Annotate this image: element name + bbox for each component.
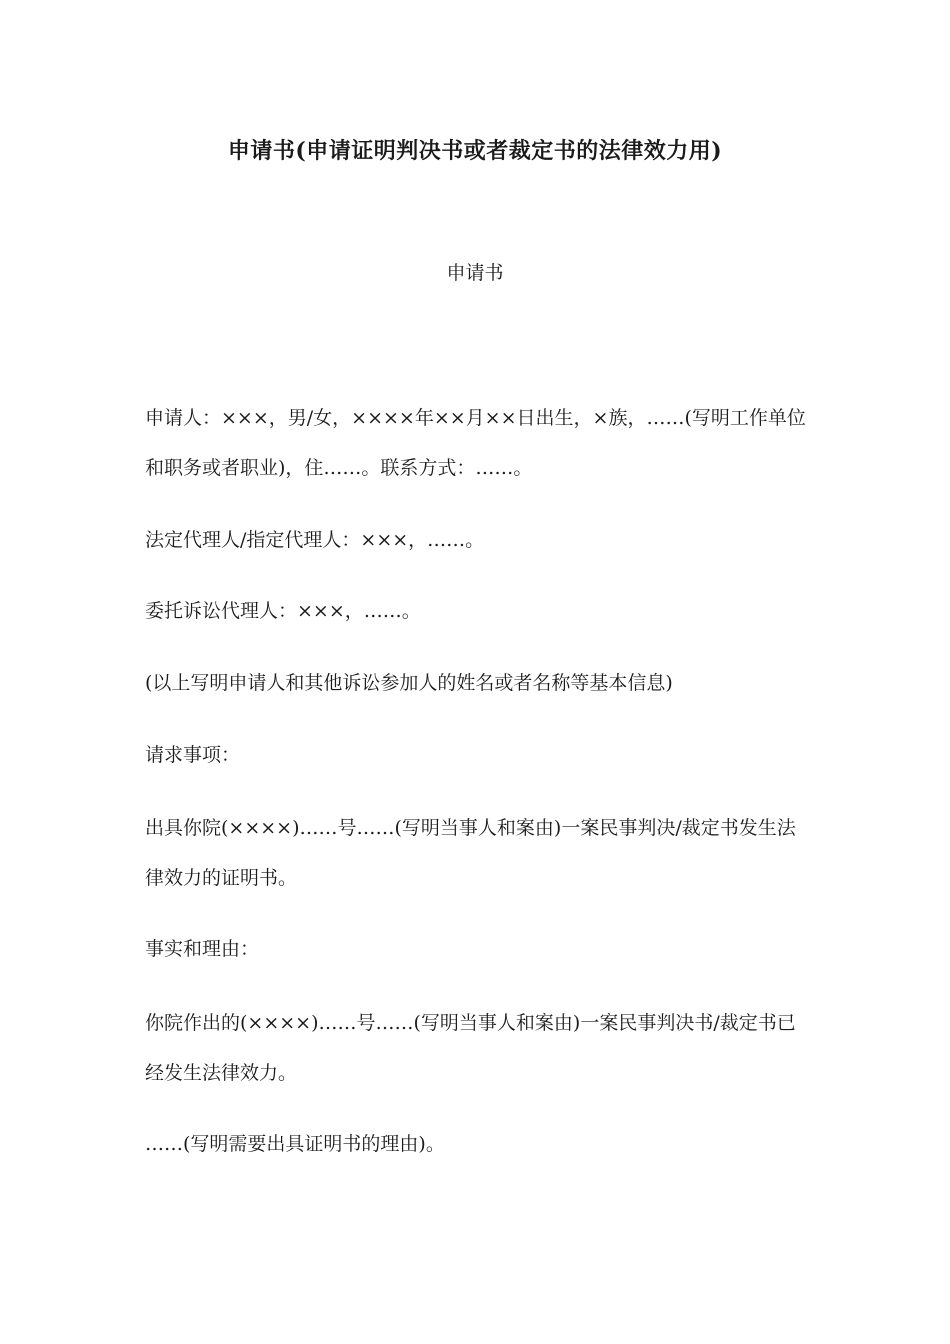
applicant-paragraph: 申请人：×××，男/女，××××年××月××日出生，×族，……(写明工作单位和职务或者职业)，住……。联系方式：……。 <box>145 407 806 479</box>
reasons-paragraph: ……(写明需要出具证明书的理由)。 <box>145 1133 445 1155</box>
participants-note-paragraph: (以上写明申请人和其他诉讼参加人的姓名或者名称等基本信息) <box>145 672 673 694</box>
requests-paragraph: 出具你院(××××)……号……(写明当事人和案由)一案民事判决/裁定书发生法律效力的证明书。 <box>145 817 796 889</box>
facts-paragraph: 你院作出的(××××)……号……(写明当事人和案由)一案民事判决书/裁定书已经发生法律效力。 <box>145 1012 796 1084</box>
legal-representative-paragraph: 法定代理人/指定代理人：×××，……。 <box>145 529 485 551</box>
document-subtitle: 申请书 <box>446 262 504 284</box>
requests-heading: 请求事项： <box>145 744 241 766</box>
litigation-agent-paragraph: 委托诉讼代理人：×××，……。 <box>145 600 421 622</box>
facts-reasons-heading: 事实和理由： <box>145 938 260 960</box>
document-title: 申请书(申请证明判决书或者裁定书的法律效力用) <box>227 138 723 164</box>
